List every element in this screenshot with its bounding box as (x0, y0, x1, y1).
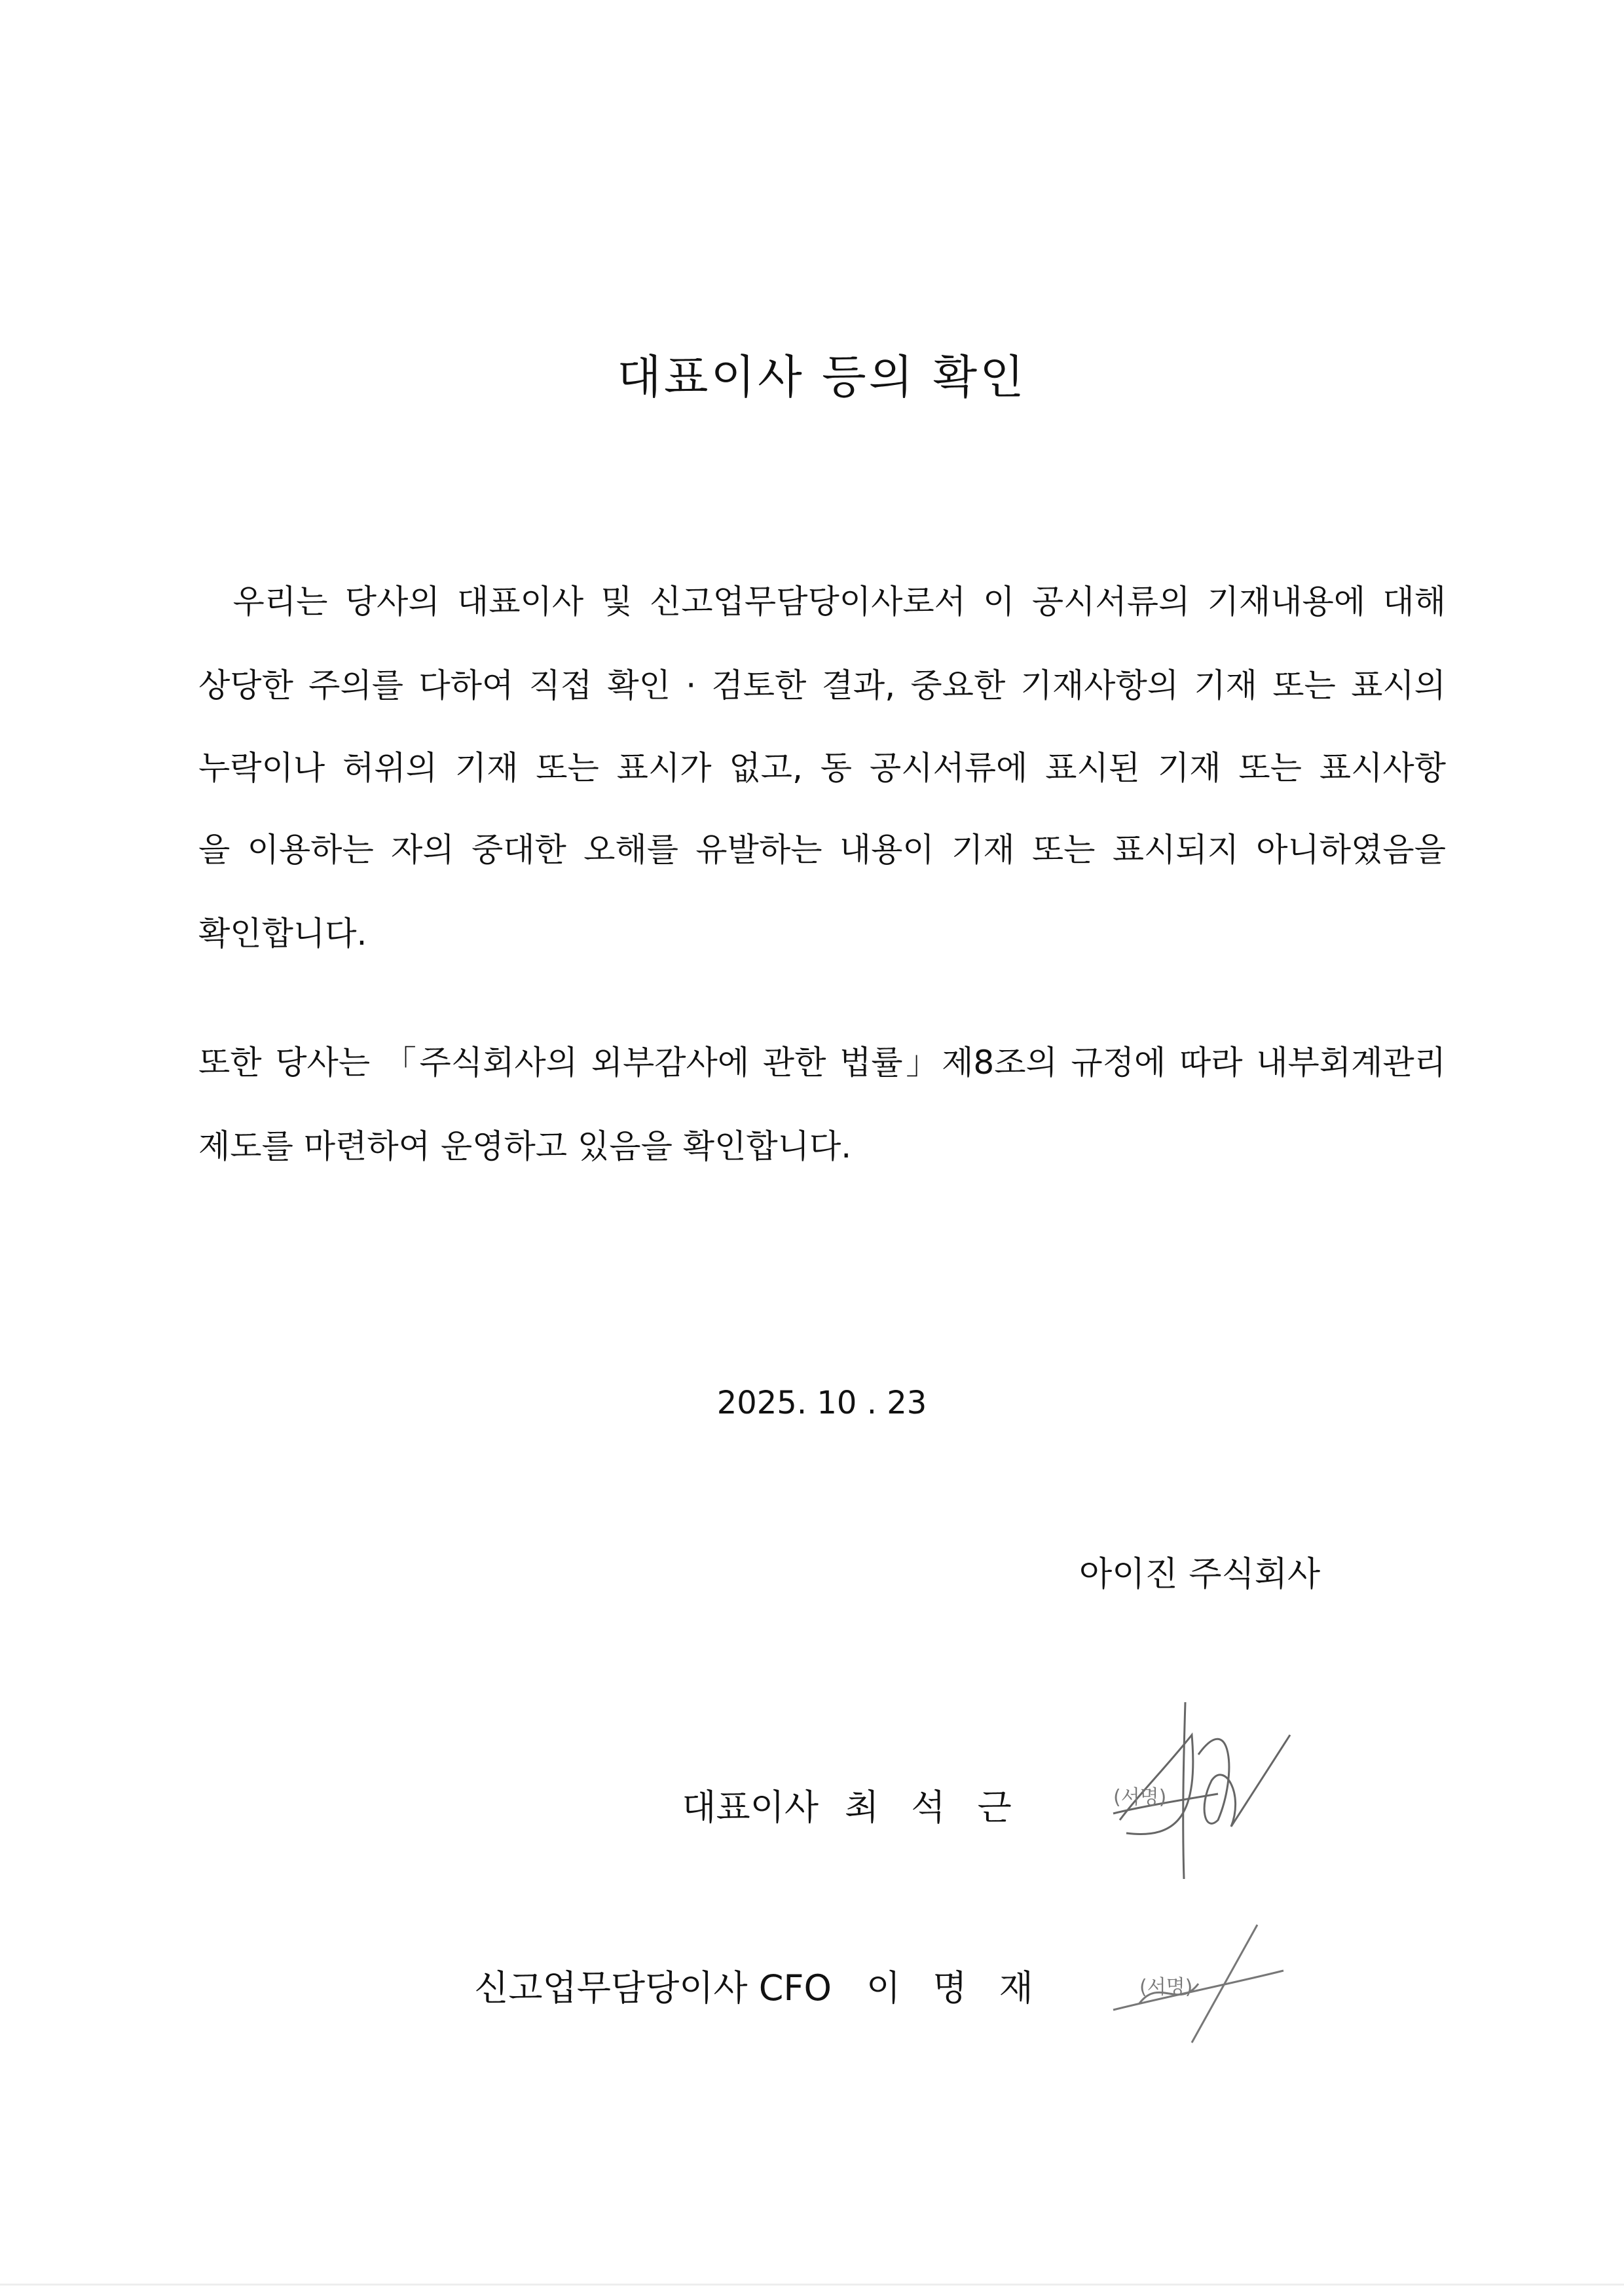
paragraph-line: 우리는 당사의 대표이사 및 신고업무담당이사로서 이 공시서류의 기재내용에 대해 (198, 583, 1446, 621)
paragraph-line: 또한 당사는 「주식회사의 외부감사에 관한 법률」제8조의 규정에 따라 내부회계관리 (198, 1044, 1446, 1082)
paragraph-line: 을 이용하는 자의 중대한 오해를 유발하는 내용이 기재 또는 표시되지 아니하였음을 (198, 831, 1446, 869)
company-name: 아이진 주식회사 (1079, 1555, 1321, 1594)
scan-edge (0, 2284, 1624, 2286)
signature-label: (서명) (1139, 1976, 1193, 1999)
ceo-name: 최 석 근 (845, 1787, 1022, 1828)
signature-label: (서명) (1113, 1786, 1167, 1809)
paragraph-line: 제도를 마련하여 운영하고 있음을 확인합니다. (198, 1127, 852, 1165)
ceo-signature (1100, 1696, 1310, 1892)
ceo-title: 대표이사 (682, 1787, 819, 1828)
document-title: 대표이사 등의 확인 (617, 350, 1027, 404)
handwritten-signature-icon (1100, 1912, 1310, 2056)
cfo-signature (1100, 1912, 1310, 2056)
cfo-title: 신고업무담당이사 CFO (474, 1967, 832, 2009)
paragraph-line: 확인합니다. (198, 915, 367, 953)
paragraph-line: 상당한 주의를 다하여 직접 확인 · 검토한 결과, 중요한 기재사항의 기재 또는 표시의 (198, 666, 1446, 704)
document-date: 2025. 10 . 23 (716, 1385, 927, 1421)
paragraph-line: 누락이나 허위의 기재 또는 표시가 없고, 동 공시서류에 표시된 기재 또는 표시사항 (198, 749, 1446, 787)
cfo-name: 이 명 재 (866, 1967, 1044, 2009)
